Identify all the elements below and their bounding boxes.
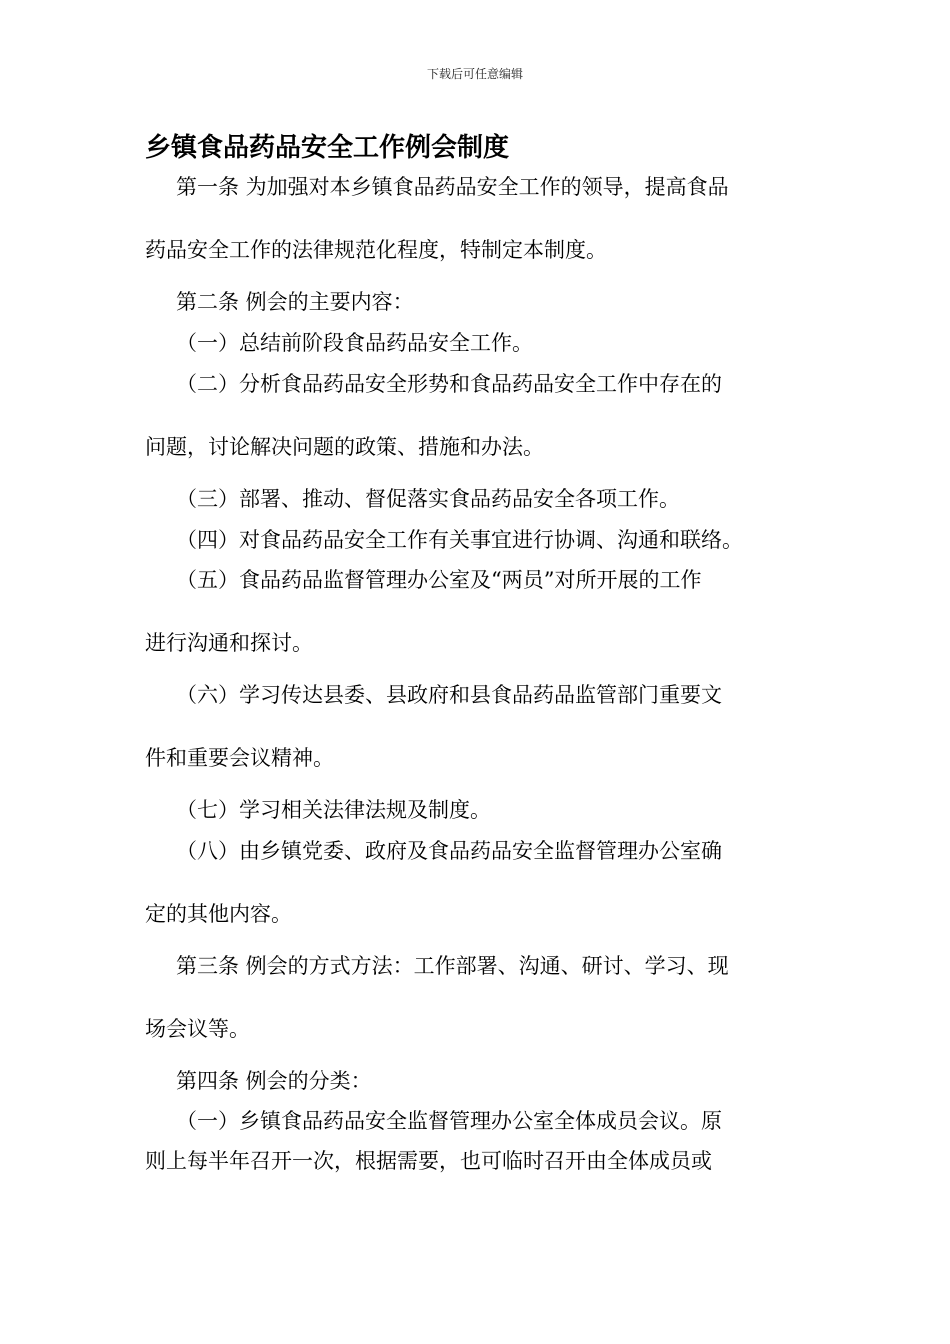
text-line: 药品安全工作的法律规范化程度，特制定本制度。	[145, 238, 607, 262]
text-line: 第三条 例会的方式方法：工作部署、沟通、研讨、学习、现	[176, 954, 729, 978]
text-line: （一）乡镇食品药品安全监督管理办公室全体成员会议。原	[176, 1109, 722, 1133]
text-line: 第二条 例会的主要内容：	[176, 290, 414, 314]
text-line: 问题，讨论解决问题的政策、措施和办法。	[145, 435, 544, 459]
text-line: （三）部署、推动、督促落实食品药品安全各项工作。	[176, 487, 680, 511]
text-line: （四）对食品药品安全工作有关事宜进行协调、沟通和联络。	[176, 528, 743, 552]
text-line: 则上每半年召开一次，根据需要，也可临时召开由全体成员或	[145, 1149, 712, 1173]
text-line: （八）由乡镇党委、政府及食品药品安全监督管理办公室确	[176, 839, 722, 863]
text-line: （一）总结前阶段食品药品安全工作。	[176, 331, 533, 355]
header-note: 下载后可任意编辑	[426, 67, 523, 81]
document-title: 乡镇食品药品安全工作例会制度	[145, 133, 510, 163]
text-line: 第一条 为加强对本乡镇食品药品安全工作的领导，提高食品	[176, 175, 729, 199]
text-line: 第四条 例会的分类：	[176, 1069, 372, 1093]
text-line: 定的其他内容。	[145, 902, 292, 926]
text-line: （五）食品药品监督管理办公室及“两员”对所开展的工作	[176, 568, 702, 592]
text-line: （二）分析食品药品安全形势和食品药品安全工作中存在的	[176, 372, 722, 396]
text-line: （六）学习传达县委、县政府和县食品药品监管部门重要文	[176, 683, 722, 707]
text-line: 场会议等。	[145, 1017, 250, 1041]
text-line: （七）学习相关法律法规及制度。	[176, 798, 491, 822]
text-line: 进行沟通和探讨。	[145, 631, 313, 655]
text-line: 件和重要会议精神。	[145, 746, 334, 770]
